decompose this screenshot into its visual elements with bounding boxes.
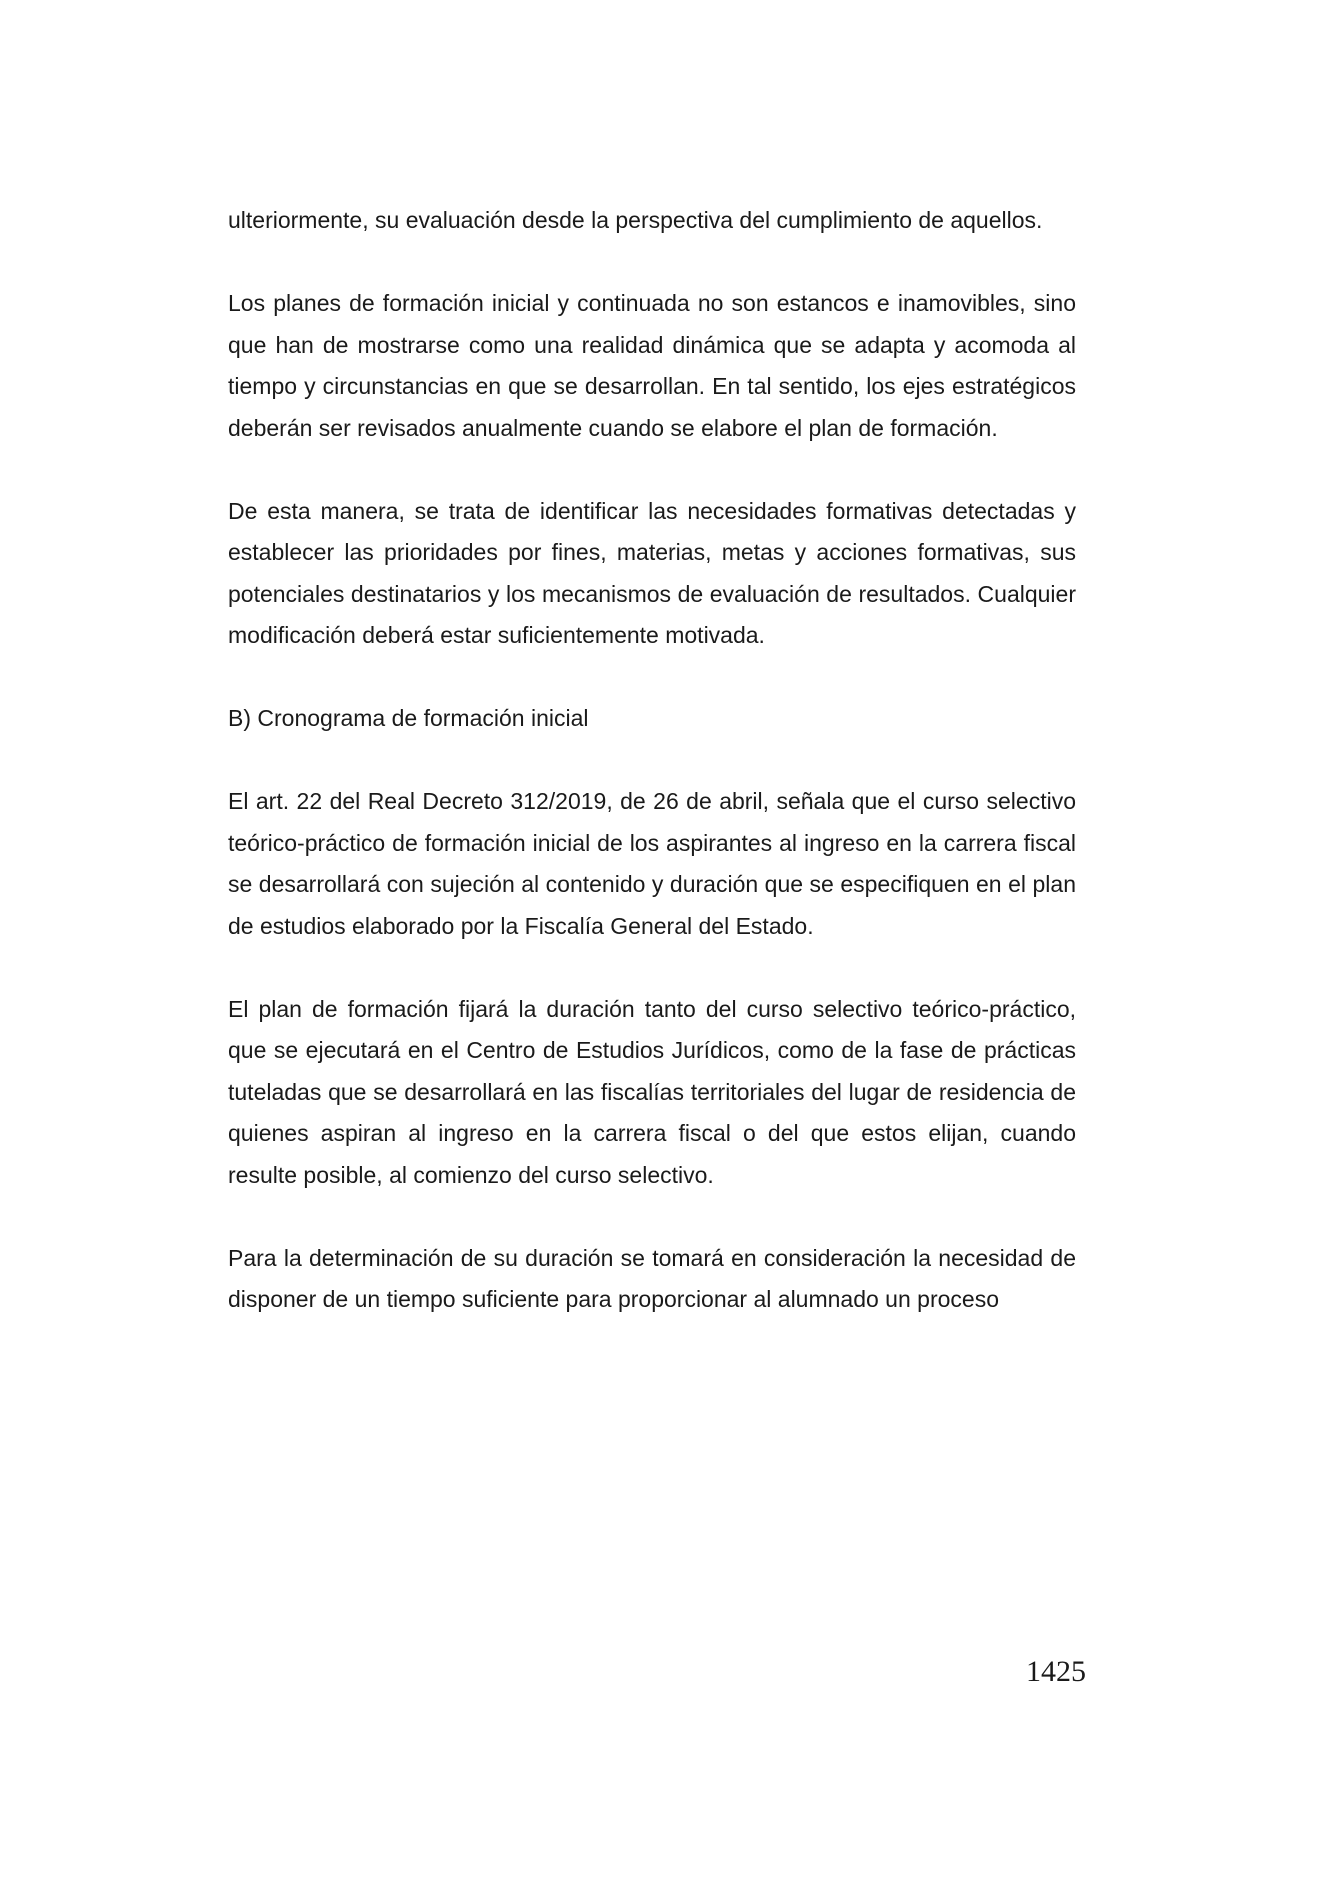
body-text xyxy=(228,200,1076,1362)
page-number: 1425 xyxy=(1026,1655,1086,1688)
paragraph-training-plans: Los planes de formación inicial y continuada no son estancos e inamovibles, sino que han de mostrarse como una realidad dinámica que se adapta y acomoda al tiempo y circunstancias en que se desarrollan. En tal sentido, los ejes estratégicos deberán ser revisados anualmente cuando se elabore el plan de formación. xyxy=(228,290,1076,441)
paragraph-plan-duration: El plan de formación fijará la duración tanto del curso selectivo teórico-práctico, que se ejecutará en el Centro de Estudios Jurídicos, como de la fase de prácticas tuteladas que se desarrollará en las fiscalías territoriales del lugar de residencia de quienes aspiran al ingreso en la carrera fiscal o del que estos elijan, cuando resulte posible, al comienzo del curso selectivo. xyxy=(228,995,1076,1188)
paragraph-continuation: ulteriormente, su evaluación desde la perspectiva del cumplimiento de aquellos. xyxy=(228,207,1043,233)
paragraph-real-decreto: El art. 22 del Real Decreto 312/2019, de 26 de abril, señala que el curso selectivo teórico-práctico de formación inicial de los aspirantes al ingreso en la carrera fiscal se desarrollará con sujeción al contenido y duración que se especifiquen en el plan de estudios elaborado por la Fiscalía General del Estado. xyxy=(228,788,1076,939)
paragraph-training-needs: De esta manera, se trata de identificar las necesidades formativas detectadas y establecer las prioridades por fines, materias, metas y acciones formativas, sus potenciales destinatarios y los mecanismos de evaluación de resultados. Cualquier modificación deberá estar suficientemente motivada. xyxy=(228,497,1076,648)
paragraph-duration-determination: Para la determinación de su duración se tomará en consideración la necesidad de disponer de un tiempo suficiente para proporcionar al alumnado un proceso xyxy=(228,1244,1076,1312)
section-heading: B) Cronograma de formación inicial xyxy=(228,705,589,731)
